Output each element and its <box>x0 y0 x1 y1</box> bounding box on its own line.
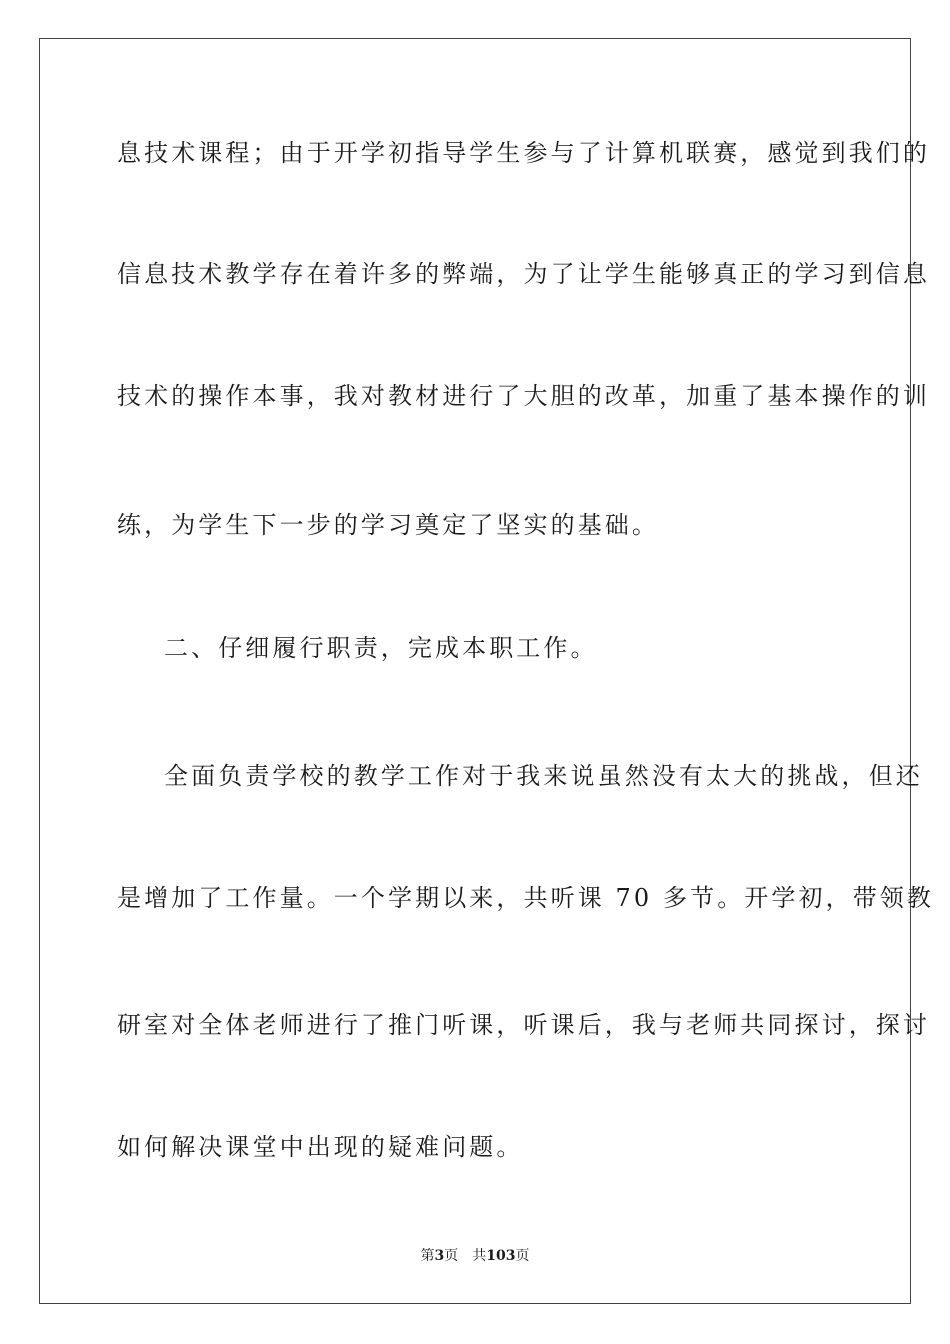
text-line: 息技术课程；由于开学初指导学生参与了计算机联赛，感觉到我们的 <box>117 139 930 167</box>
total-pages: 103 <box>486 1248 516 1264</box>
page-prefix: 第 <box>420 1248 435 1264</box>
text-line: 是增加了工作量。一个学期以来，共听课 70 多节。开学初，带领教 <box>117 884 934 912</box>
page-border <box>39 38 934 1304</box>
text-line: 练，为学生下一步的学习奠定了坚实的基础。 <box>117 511 659 539</box>
page-suffix: 页 <box>444 1248 459 1264</box>
text-line: 研室对全体老师进行了推门听课，听课后，我与老师共同探讨，探讨 <box>117 1011 930 1039</box>
total-prefix: 共 <box>472 1248 487 1264</box>
section-heading: 二、仔细履行职责，完成本职工作。 <box>164 634 598 662</box>
total-suffix: 页 <box>515 1248 530 1264</box>
text-line: 技术的操作本事，我对教材进行了大胆的改革，加重了基本操作的训 <box>117 382 930 410</box>
text-line: 信息技术教学存在着许多的弊端，为了让学生能够真正的学习到信息 <box>117 260 930 288</box>
text-line: 如何解决课堂中出现的疑难问题。 <box>117 1133 524 1161</box>
page-footer <box>0 1247 950 1265</box>
page-number: 3 <box>434 1248 445 1264</box>
paragraph-first-line: 全面负责学校的教学工作对于我来说虽然没有太大的挑战，但还 <box>164 762 923 790</box>
